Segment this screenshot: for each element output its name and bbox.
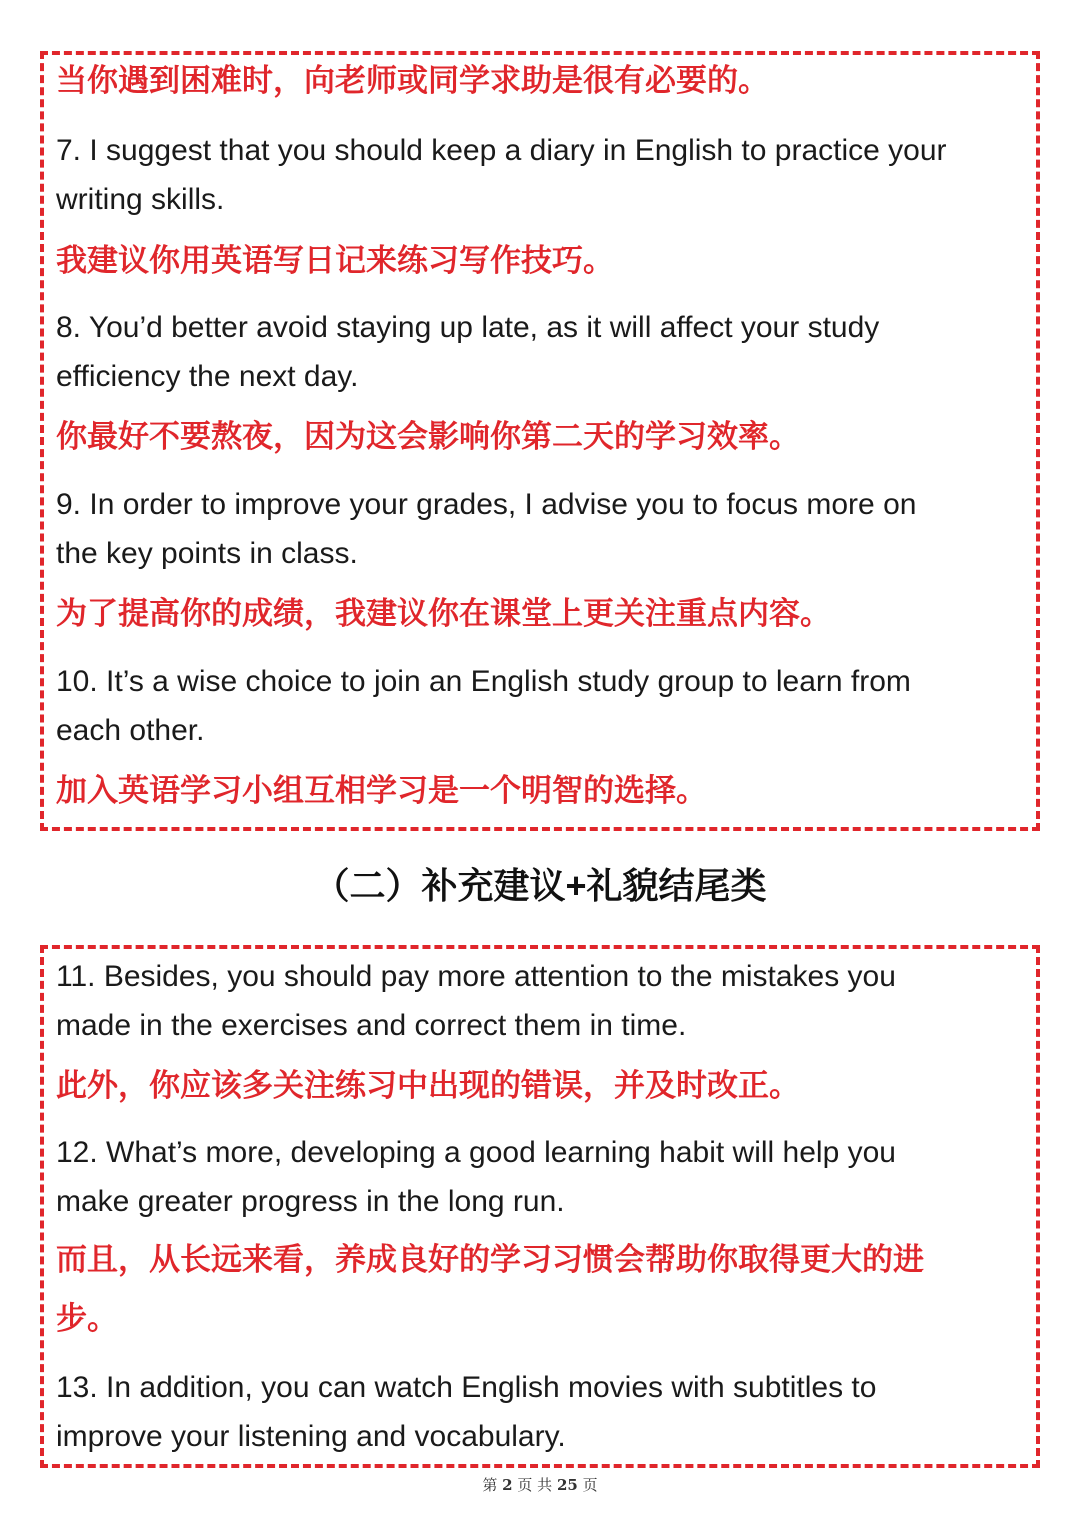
sentence-7-en-line-1: 7. I suggest that you should keep a diary in English to practice your xyxy=(56,134,947,167)
sentence-7-en-line-2: writing skills. xyxy=(56,183,225,216)
sentence-12-en-line-1: 12. What’s more, developing a good learning habit will help you xyxy=(56,1136,896,1169)
sentence-12-cn-line-2: 步。 xyxy=(56,1301,118,1336)
sentence-8-en-line-1: 8. You’d better avoid staying up late, as it will affect your study xyxy=(56,311,880,344)
sentence-11-en-line-2: made in the exercises and correct them in time. xyxy=(56,1009,687,1042)
sentence-8-en-line-2: efficiency the next day. xyxy=(56,360,359,393)
sentence-12-cn-line-1: 而且，从长远来看，养成良好的学习习惯会帮助你取得更大的进 xyxy=(56,1242,924,1277)
sentence-11-cn: 此外，你应该多关注练习中出现的错误，并及时改正。 xyxy=(56,1068,800,1103)
sentence-9-cn: 为了提高你的成绩，我建议你在课堂上更关注重点内容。 xyxy=(56,596,831,631)
sentence-11-en-line-1: 11. Besides, you should pay more attention to the mistakes you xyxy=(56,960,896,993)
footer-middle: 页 共 xyxy=(517,1476,553,1494)
sentence-13-en-line-2: improve your listening and vocabulary. xyxy=(56,1420,566,1453)
cn-intro-line: 当你遇到困难时，向老师或同学求助是很有必要的。 xyxy=(56,63,769,98)
footer-total-pages: 25 xyxy=(556,1476,578,1494)
sentence-10-en-line-1: 10. It’s a wise choice to join an English study group to learn from xyxy=(56,665,911,698)
page-footer xyxy=(0,1474,1080,1495)
sentence-10-en-line-2: each other. xyxy=(56,714,205,747)
sentence-7-cn: 我建议你用英语写日记来练习写作技巧。 xyxy=(56,243,614,278)
footer-prefix: 第 xyxy=(482,1476,498,1494)
sentence-9-en-line-2: the key points in class. xyxy=(56,537,358,570)
sentence-box-2 xyxy=(40,945,1040,1468)
footer-page-number: 2 xyxy=(502,1476,513,1494)
footer-suffix: 页 xyxy=(582,1476,598,1494)
sentence-10-cn: 加入英语学习小组互相学习是一个明智的选择。 xyxy=(56,773,707,808)
sentence-9-en-line-1: 9. In order to improve your grades, I advise you to focus more on xyxy=(56,488,917,521)
sentence-13-en-line-1: 13. In addition, you can watch English movies with subtitles to xyxy=(56,1371,877,1404)
sentence-8-cn: 你最好不要熬夜，因为这会影响你第二天的学习效率。 xyxy=(56,419,800,454)
sentence-12-en-line-2: make greater progress in the long run. xyxy=(56,1185,565,1218)
sentence-box-1 xyxy=(40,51,1040,831)
section-heading: （二）补充建议+礼貌结尾类 xyxy=(313,865,767,906)
